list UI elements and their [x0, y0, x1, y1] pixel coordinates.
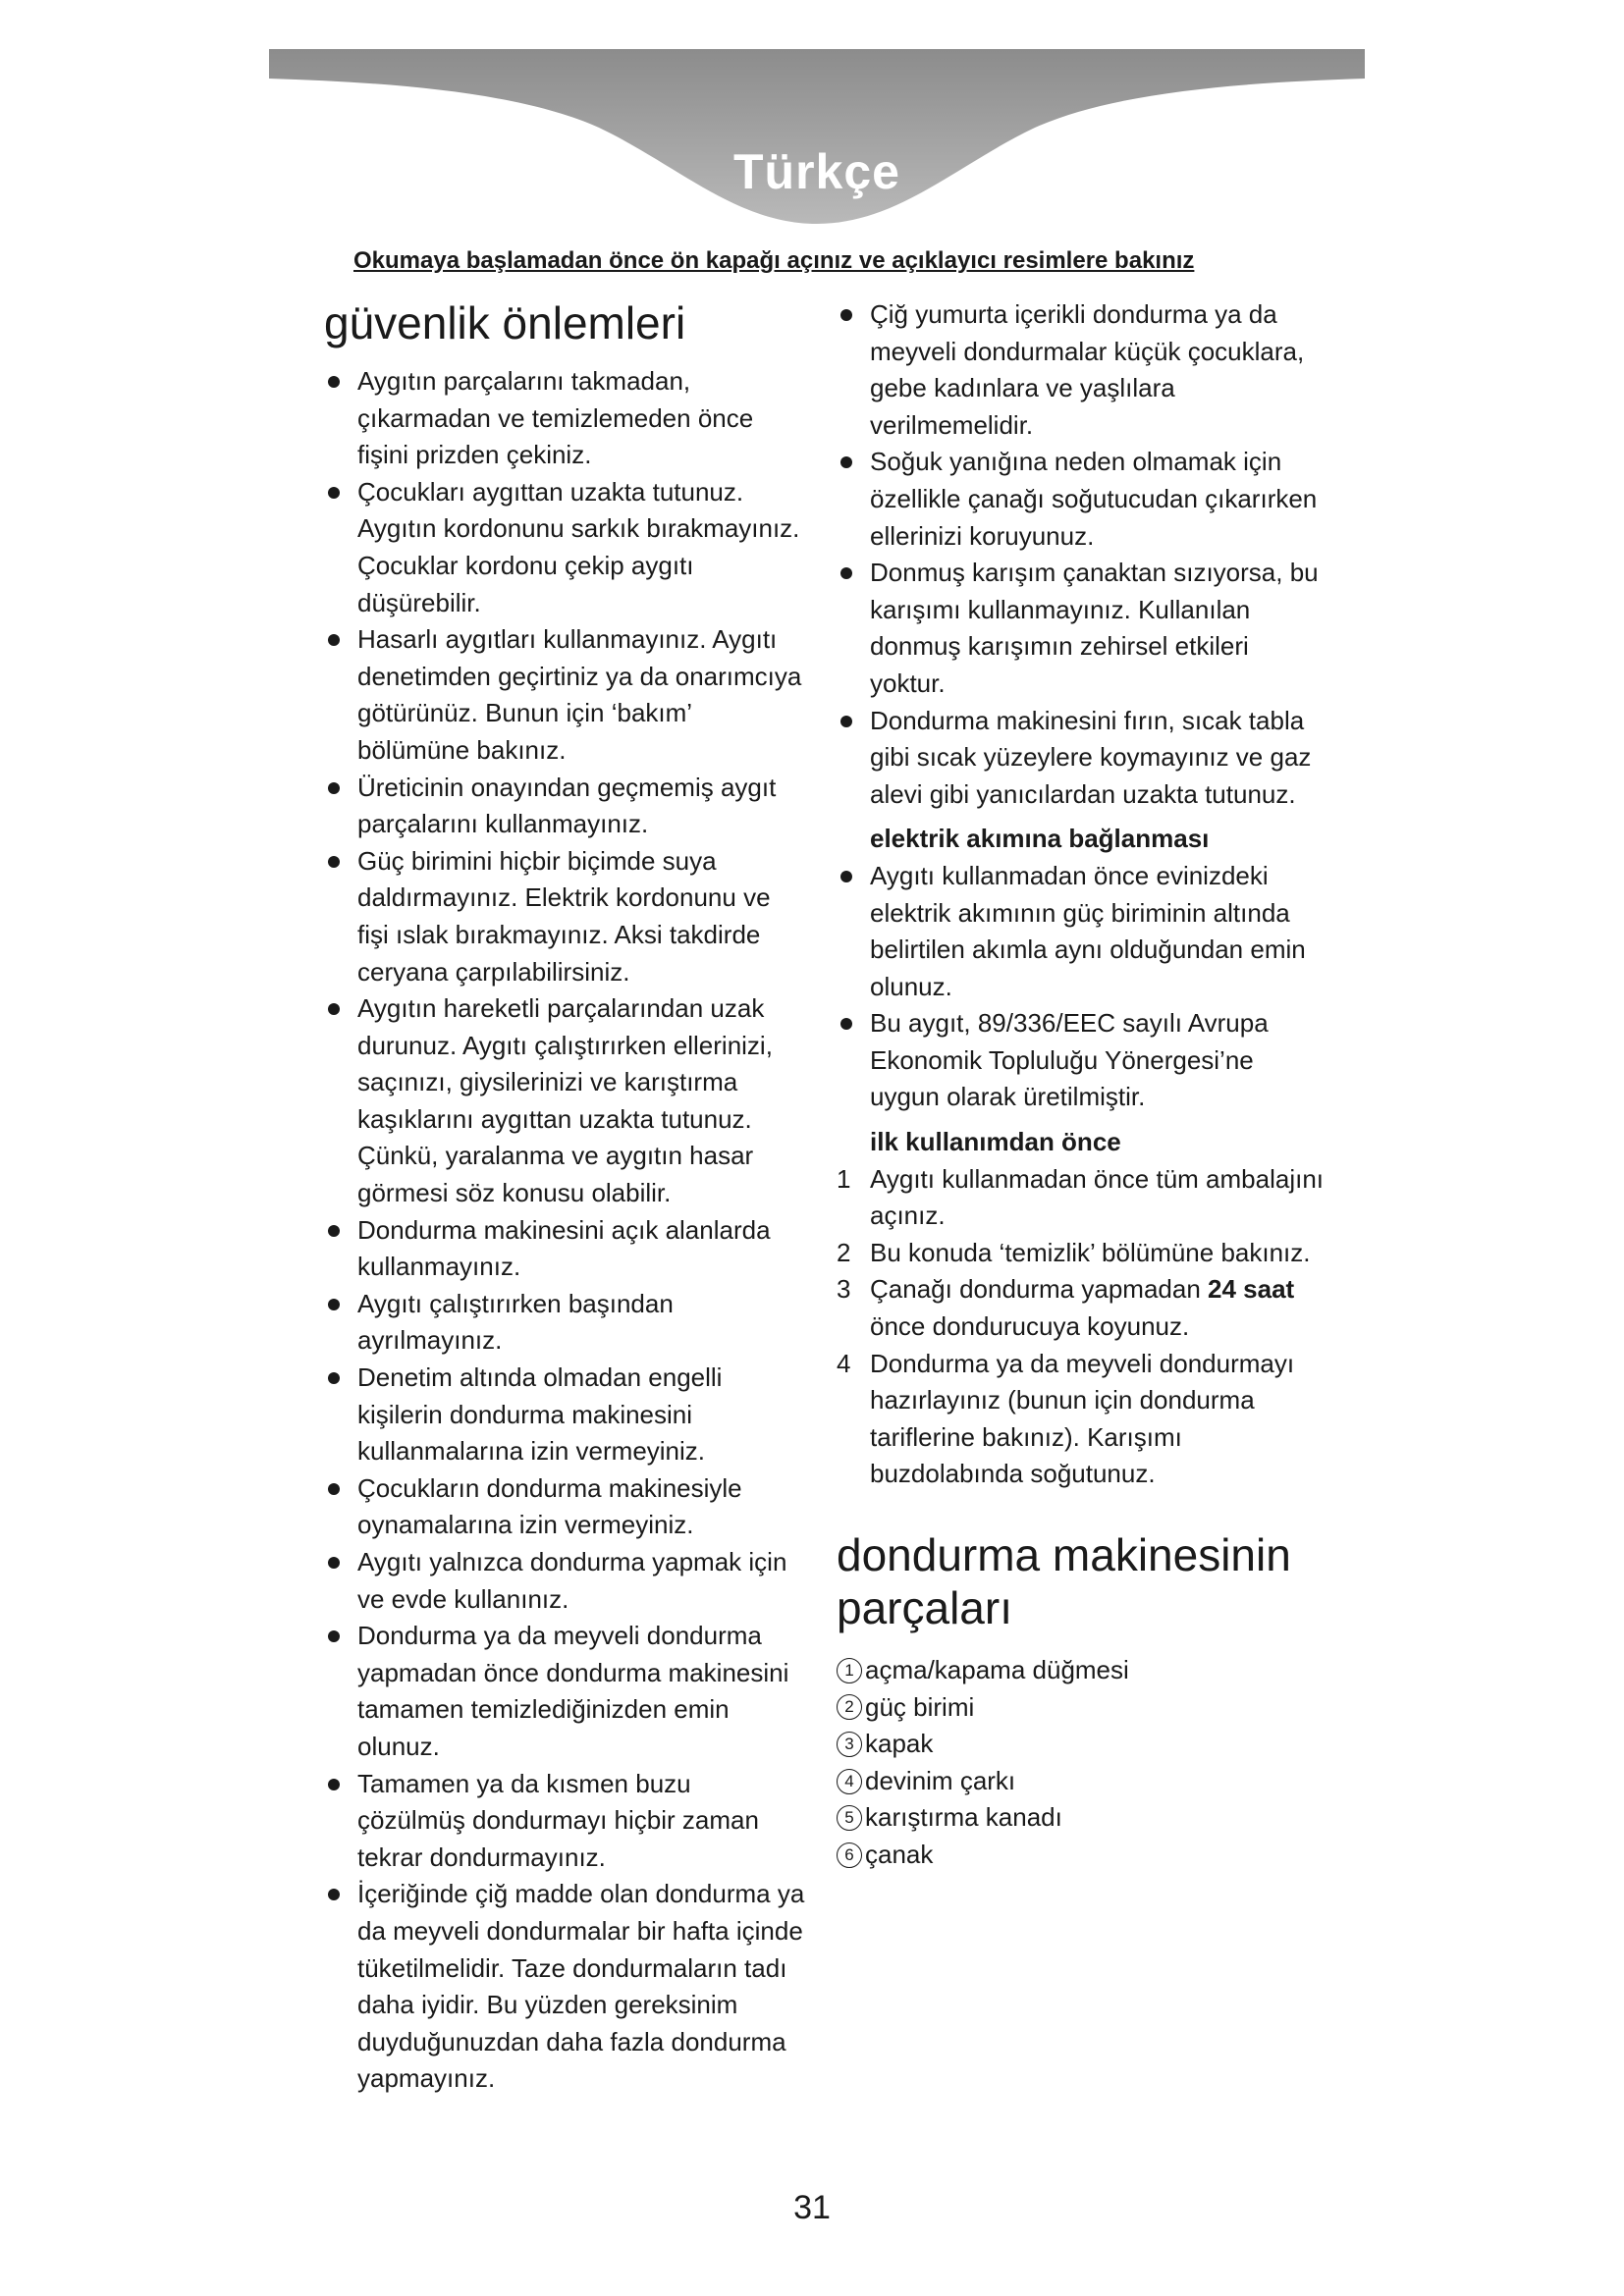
bullet-icon	[328, 376, 340, 388]
bullet-icon	[328, 1483, 340, 1495]
safety-list	[324, 363, 805, 2098]
list-item: Dondurma ya da meyveli dondurma yapmadan önce dondurma makinesini tamamen temizlediğinizden emin olunuz.	[324, 1618, 805, 1765]
bullet-icon	[328, 634, 340, 646]
bullet-icon	[328, 1299, 340, 1310]
part-item: 1 açma/kapama düğmesi	[837, 1652, 1327, 1689]
intro-note: Okumaya başlamadan önce ön kapağı açınız ve açıklayıcı resimlere bakınız	[353, 247, 1195, 274]
circled-number-icon: 3	[837, 1732, 862, 1757]
bullet-icon	[328, 1889, 340, 1900]
circled-number-icon: 6	[837, 1842, 862, 1868]
bullet-icon	[328, 1372, 340, 1384]
circled-number-icon: 2	[837, 1694, 862, 1720]
circled-number-icon: 4	[837, 1769, 862, 1794]
step-item: 2 Bu konuda ‘temizlik’ bölümüne bakınız.	[837, 1237, 1311, 1267]
safety-list-continued	[837, 296, 1327, 813]
left-column	[324, 296, 805, 2098]
bullet-icon	[840, 309, 852, 321]
parts-list	[837, 1652, 1327, 1874]
banner-title: Türkçe	[733, 144, 900, 199]
list-item: Çocukları aygıttan uzakta tutunuz. Aygıtın kordonunu sarkık bırakmayınız. Çocuklar kordonu çekip aygıtı düşürebilir.	[324, 474, 805, 621]
first-use-title: ilk kullanımdan önce	[870, 1127, 1121, 1157]
bullet-icon	[328, 1003, 340, 1015]
list-item: Tamamen ya da kısmen buzu çözülmüş dondurmayı hiçbir zaman tekrar dondurmayınız.	[324, 1766, 805, 1877]
bullet-icon	[328, 782, 340, 794]
part-item: 3 kapak	[837, 1726, 1327, 1763]
list-item: Çiğ yumurta içerikli dondurma ya da meyveli dondurmalar küçük çocuklara, gebe kadınlara ve yaşlılara verilmemelidir.	[837, 296, 1327, 444]
step-item: 3 Çanağı dondurma yapmadan 24 saat önce dondurucuya koyunuz.	[837, 1274, 1295, 1342]
right-column	[837, 296, 1327, 1874]
list-item: Aygıtı çalıştırırken başından ayrılmayınız.	[324, 1286, 805, 1360]
safety-title: güvenlik önlemleri	[324, 297, 686, 348]
electric-title: elektrik akımına bağlanması	[870, 824, 1210, 854]
bullet-icon	[840, 716, 852, 727]
electric-list	[837, 858, 1327, 1116]
bullet-icon	[328, 1630, 340, 1642]
bullet-icon	[328, 856, 340, 868]
bullet-icon	[328, 1779, 340, 1790]
part-item: 6 çanak	[837, 1837, 1327, 1874]
list-item: Dondurma makinesini fırın, sıcak tabla gibi sıcak yüzeylere koymayınız ve gaz alevi gibi yanıcılardan uzakta tutunuz.	[837, 703, 1327, 814]
part-item: 2 güç birimi	[837, 1689, 1327, 1727]
bullet-icon	[328, 1557, 340, 1569]
list-item: Dondurma makinesini açık alanlarda kullanmayınız.	[324, 1212, 805, 1286]
list-item: Üreticinin onayından geçmemiş aygıt parçalarını kullanmayınız.	[324, 770, 805, 843]
list-item: Donmuş karışım çanaktan sızıyorsa, bu karışımı kullanmayınız. Kullanılan donmuş karışımın zehirsel etkileri yoktur.	[837, 555, 1327, 702]
banner-shape	[269, 49, 1365, 236]
bullet-icon	[840, 1018, 852, 1030]
bullet-icon	[840, 456, 852, 468]
list-item: Güç birimini hiçbir biçimde suya daldırmayınız. Elektrik kordonunu ve fişi ıslak bırakmayınız. Aksi takdirde ceryana çarpılabilirsiniz.	[324, 843, 805, 990]
part-item: 4 devinim çarkı	[837, 1763, 1327, 1800]
list-item: Aygıtın parçalarını takmadan, çıkarmadan ve temizlemeden önce fişini prizden çekiniz.	[324, 363, 805, 474]
list-item: Çocukların dondurma makinesiyle oynamalarına izin vermeyiniz.	[324, 1470, 805, 1544]
circled-number-icon: 5	[837, 1805, 862, 1831]
list-item: İçeriğinde çiğ madde olan dondurma ya da meyveli dondurmalar bir hafta içinde tüketilmelidir. Taze dondurmaların tadı daha iyidir. Bu yüzden gereksinim duyduğunuzdan daha fazla dondurma yapmayınız.	[324, 1876, 805, 2098]
circled-number-icon: 1	[837, 1658, 862, 1683]
language-banner	[269, 49, 1365, 236]
parts-title: dondurma makinesinin parçaları	[837, 1529, 1291, 1633]
bullet-icon	[840, 871, 852, 882]
part-item: 5 karıştırma kanadı	[837, 1799, 1327, 1837]
list-item: Aygıtı yalnızca dondurma yapmak için ve evde kullanınız.	[324, 1544, 805, 1618]
step-item: 1 Aygıtı kullanmadan önce tüm ambalajını açınız.	[837, 1163, 1325, 1231]
bullet-icon	[328, 487, 340, 499]
bullet-icon	[840, 567, 852, 579]
list-item: Bu aygıt, 89/336/EEC sayılı Avrupa Ekonomik Topluluğu Yönergesi’ne uygun olarak üretilmiştir.	[837, 1005, 1327, 1116]
step-item: 4 Dondurma ya da meyveli dondurmayı hazırlayınız (bunun için dondurma tariflerine bakınız). Karışımı buzdolabında soğutunuz.	[837, 1348, 1295, 1489]
list-item: Aygıtı kullanmadan önce evinizdeki elektrik akımının güç biriminin altında belirtilen akımla aynı olduğundan emin olunuz.	[837, 858, 1327, 1005]
list-item: Soğuk yanığına neden olmamak için özellikle çanağı soğutucudan çıkarırken ellerinizi koruyunuz.	[837, 444, 1327, 555]
page-number: 31	[793, 2189, 831, 2226]
list-item: Denetim altında olmadan engelli kişilerin dondurma makinesini kullanmalarına izin vermeyiniz.	[324, 1360, 805, 1470]
bullet-icon	[328, 1225, 340, 1237]
first-use-steps	[837, 1161, 1327, 1493]
list-item: Hasarlı aygıtları kullanmayınız. Aygıtı denetimden geçirtiniz ya da onarımcıya götürünüz. Bunun için ‘bakım’ bölümüne bakınız.	[324, 621, 805, 769]
list-item: Aygıtın hareketli parçalarından uzak durunuz. Aygıtı çalıştırırken ellerinizi, saçınızı, giysilerinizi ve karıştırma kaşıklarını aygıttan uzakta tutunuz. Çünkü, yaralanma ve aygıtın hasar görmesi söz konusu olabilir.	[324, 990, 805, 1212]
